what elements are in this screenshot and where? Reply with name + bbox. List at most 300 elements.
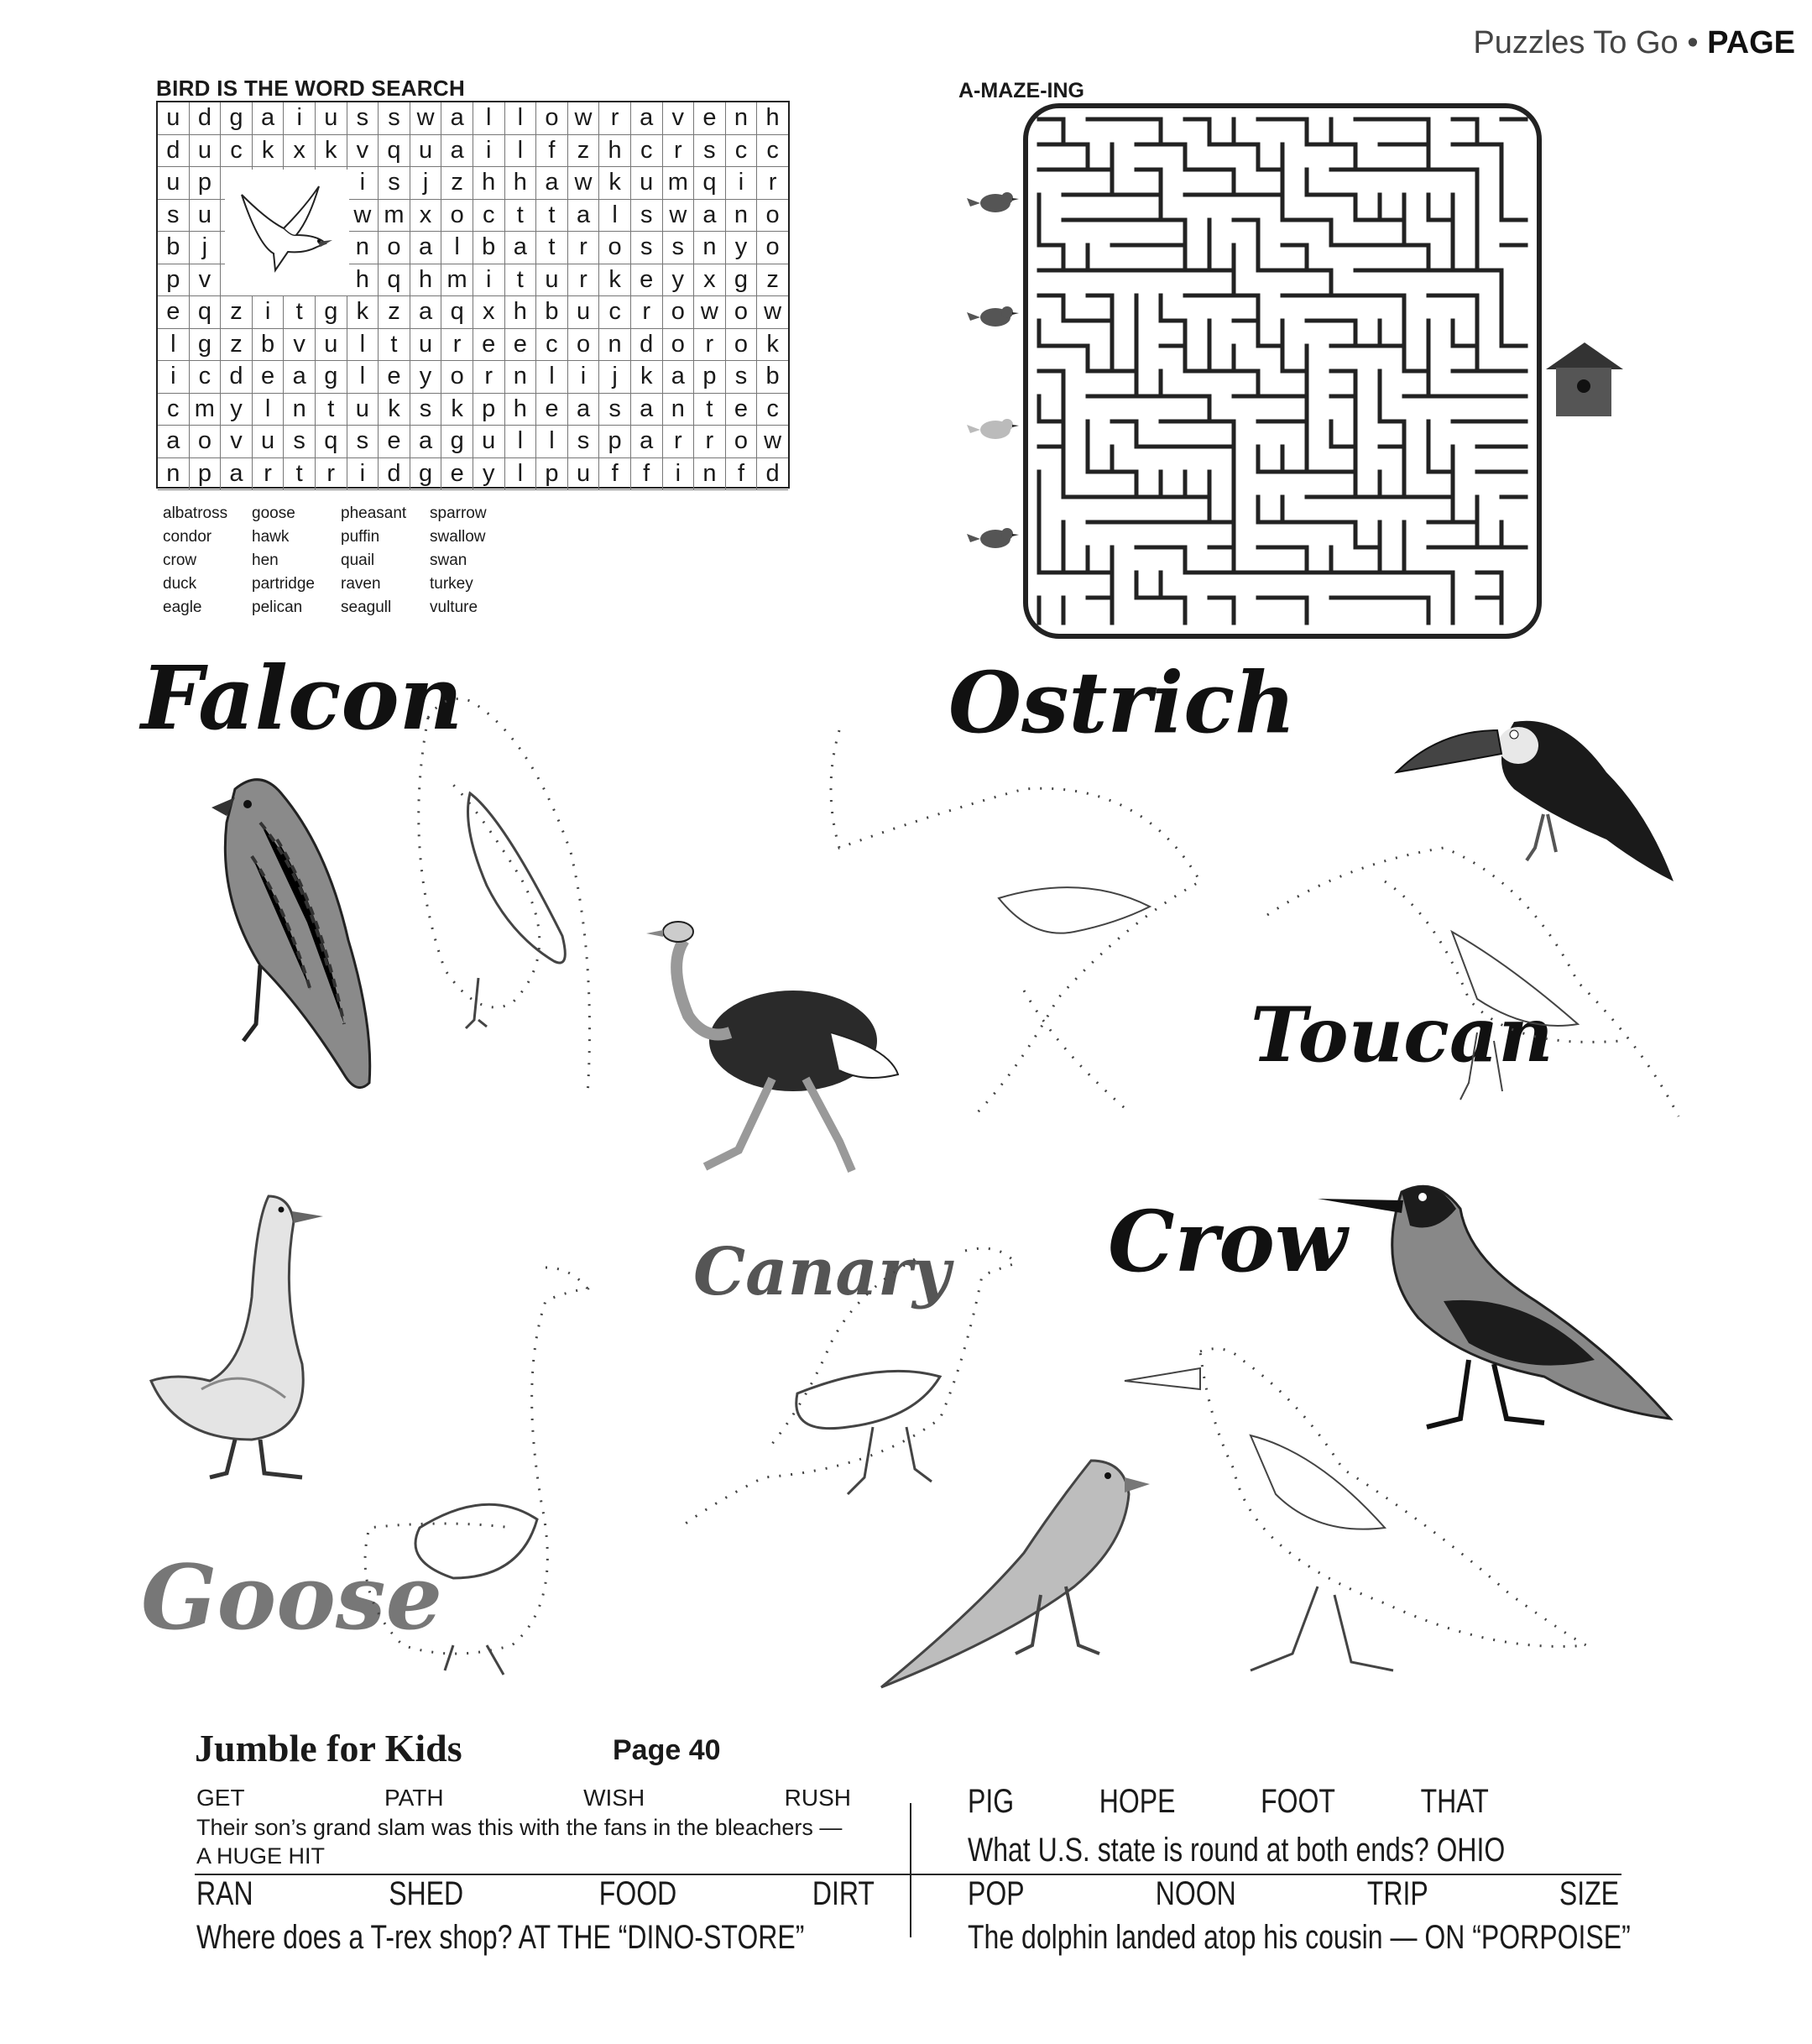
word-search-cell[interactable]: e	[379, 426, 410, 457]
word-search-cell[interactable]: z	[766, 265, 779, 293]
word-search-cell[interactable]: r	[694, 426, 726, 457]
word-search-cell[interactable]: t	[316, 394, 347, 426]
word-search-cell[interactable]: o	[765, 201, 780, 228]
jumble-word: GET	[196, 1785, 245, 1811]
word-search-cell[interactable]: a	[410, 296, 442, 328]
word-search-cell[interactable]: a	[253, 102, 285, 134]
word-search-cell[interactable]: y	[726, 232, 758, 264]
word-search-cell[interactable]: u	[410, 329, 442, 361]
word-search-cell[interactable]: v	[284, 329, 316, 361]
word: eagle	[163, 599, 202, 616]
word-search-cell[interactable]: p	[190, 458, 222, 490]
word-search-cell[interactable]: o	[379, 232, 410, 264]
word-search-cell[interactable]: w	[694, 296, 726, 328]
word-search-row	[158, 361, 788, 394]
word-search-cell[interactable]: b	[536, 296, 568, 328]
word-search-cell[interactable]: t	[536, 232, 568, 264]
word-search-cell[interactable]: l	[158, 329, 190, 361]
word-search-cell[interactable]: y	[221, 394, 253, 426]
jumble-word: DIRT	[812, 1875, 875, 1912]
jumble-answer-2: What U.S. state is round at both ends? OHIO	[968, 1832, 1506, 1869]
word-search-cell[interactable]: z	[568, 135, 600, 167]
word-search-cell[interactable]: h	[473, 167, 505, 199]
word-list-col-4	[430, 502, 493, 619]
word-search-cell[interactable]: o	[726, 329, 758, 361]
word-search-cell[interactable]: p	[158, 264, 190, 296]
word-search-cell[interactable]: o	[663, 296, 695, 328]
word-search-cell[interactable]: r	[568, 264, 600, 296]
word-search-cell[interactable]: l	[536, 361, 568, 393]
word: pelican	[252, 599, 303, 616]
maze-puzzle[interactable]	[1022, 102, 1543, 640]
jumble-title: Jumble for Kids	[195, 1727, 462, 1770]
word-search-cell[interactable]: o	[726, 426, 758, 457]
word-search-cell[interactable]: n	[694, 458, 726, 490]
word-search-cell[interactable]: l	[536, 426, 568, 457]
word-search-cell[interactable]: t	[694, 394, 726, 426]
jumble-answer-1: Their son’s grand slam was this with the fans in the bleachers — A HUGE HIT	[196, 1815, 843, 1869]
page-label: PAGE	[1707, 25, 1795, 60]
word-search-cell[interactable]: h	[410, 264, 442, 296]
word-search-cell[interactable]: x	[410, 200, 442, 232]
word-search-cell[interactable]: n	[505, 361, 537, 393]
word-search-cell[interactable]: c	[158, 394, 190, 426]
word-search-cell[interactable]: n	[158, 458, 190, 490]
word-search-cell[interactable]: s	[631, 232, 663, 264]
word: turkey	[430, 575, 473, 593]
word-search-cell[interactable]: g	[441, 426, 473, 457]
jumble-answer-4: The dolphin landed atop his cousin — ON “PORPOISE”	[968, 1919, 1631, 1956]
word-search-cell[interactable]: u	[473, 426, 505, 457]
word-search-cell[interactable]: q	[379, 135, 410, 167]
word-search-cell[interactable]: e	[379, 361, 410, 393]
word-search-cell[interactable]: o	[441, 200, 473, 232]
word-search-cell[interactable]: q	[441, 296, 473, 328]
word-search-cell[interactable]: l	[505, 135, 537, 167]
word-search-cell[interactable]: t	[536, 200, 568, 232]
word-search-title: BIRD IS THE WORD SEARCH	[156, 76, 466, 101]
word-search-cell[interactable]: u	[536, 264, 568, 296]
word-search-cell[interactable]: i	[663, 458, 695, 490]
jumble-word: FOOD	[598, 1875, 677, 1912]
word-search-cell[interactable]: p	[190, 167, 222, 199]
word-search-cell[interactable]: c	[221, 135, 253, 167]
word-search-cell[interactable]: l	[505, 102, 537, 134]
falcon-label: Falcon	[141, 646, 463, 750]
word-search-cell[interactable]: y	[663, 264, 695, 296]
word: albatross	[163, 504, 228, 522]
word-search-cell[interactable]: l	[473, 102, 505, 134]
word-search-cell[interactable]: e	[631, 264, 663, 296]
word-search-cell[interactable]: p	[694, 361, 726, 393]
word-search-cell[interactable]: h	[505, 167, 537, 199]
word-search-cell[interactable]: k	[379, 394, 410, 426]
ostrich-dot-to-dot[interactable]	[806, 714, 1242, 1150]
jumble-words-4	[968, 1875, 1619, 1913]
word-search-cell[interactable]: p	[599, 426, 631, 457]
word-search-cell[interactable]: u	[158, 167, 190, 199]
word-search-cell[interactable]: a	[410, 426, 442, 457]
word-list-col-3	[341, 502, 405, 619]
word-search-cell[interactable]: l	[505, 426, 537, 457]
word-search-cell[interactable]: r	[694, 329, 726, 361]
jumble-words-1	[196, 1785, 851, 1811]
word-search-cell[interactable]: r	[663, 135, 695, 167]
word-search-cell[interactable]: b	[158, 232, 190, 264]
jumble-word: FOOT	[1261, 1783, 1335, 1820]
word-search-cell[interactable]: s	[284, 426, 316, 457]
word-search-cell[interactable]: s	[347, 102, 379, 134]
word-search-cell[interactable]: f	[726, 458, 758, 490]
word-search-cell[interactable]: e	[253, 361, 285, 393]
jumble-word: THAT	[1420, 1783, 1489, 1820]
word-search-cell[interactable]: l	[441, 232, 473, 264]
word-search-cell[interactable]: a	[663, 361, 695, 393]
word-search-cell[interactable]: r	[631, 296, 663, 328]
word-search-cell[interactable]: b	[253, 329, 285, 361]
word-search-cell[interactable]: r	[253, 458, 285, 490]
word-search-cell[interactable]: l	[599, 200, 631, 232]
word-search-cell[interactable]: o	[726, 296, 758, 328]
word-search-cell[interactable]: a	[505, 232, 537, 264]
word-search-cell[interactable]: c	[631, 135, 663, 167]
word-search-cell[interactable]: s	[663, 232, 695, 264]
word-search-cell[interactable]: z	[379, 296, 410, 328]
word: swan	[430, 552, 467, 569]
word-search-cell[interactable]: t	[505, 264, 537, 296]
word: puffin	[341, 528, 380, 546]
maze-title: A-MAZE-ING	[958, 79, 1084, 102]
word-search-cell[interactable]: r	[663, 426, 695, 457]
seagull-illustration	[225, 170, 349, 295]
word-search-cell[interactable]: u	[190, 200, 222, 232]
word-search-cell[interactable]: u	[568, 296, 600, 328]
jumble-word: TRIP	[1366, 1875, 1428, 1912]
word-search-cell[interactable]: s	[694, 135, 726, 167]
word-search-cell[interactable]: r	[568, 232, 600, 264]
word-search-cell[interactable]: l	[347, 361, 379, 393]
word-search-cell[interactable]: d	[221, 361, 253, 393]
word-search-cell[interactable]: s	[568, 426, 600, 457]
word-search-cell[interactable]: a	[410, 232, 442, 264]
crow-dot-to-dot[interactable]	[1116, 1335, 1611, 1704]
word-search-cell[interactable]: g	[316, 361, 347, 393]
word-search-cell[interactable]: l	[253, 394, 285, 426]
word-search-cell[interactable]: g	[726, 264, 758, 296]
word: partridge	[252, 575, 315, 593]
word-search-cell[interactable]: n	[726, 102, 758, 134]
word-search-cell[interactable]: g	[190, 329, 222, 361]
word-search-cell[interactable]: l	[505, 458, 537, 490]
word-search-cell[interactable]: i	[253, 296, 285, 328]
word: condor	[163, 528, 212, 546]
word-search-row	[158, 296, 788, 329]
word-search-cell[interactable]: h	[347, 264, 379, 296]
word-search-cell[interactable]: a	[221, 458, 253, 490]
word-search-cell[interactable]: t	[284, 296, 316, 328]
small-bird-icon	[963, 186, 1022, 220]
word-search-cell[interactable]: o	[599, 232, 631, 264]
word-search-cell[interactable]: c	[766, 136, 779, 164]
word-search-cell[interactable]: x	[473, 296, 505, 328]
word-search-cell[interactable]: m	[190, 394, 222, 426]
word: crow	[163, 552, 197, 569]
word-search-cell[interactable]: a	[158, 426, 190, 457]
word-search-row	[158, 458, 788, 491]
jumble-word: SIZE	[1559, 1875, 1619, 1912]
word-search-cell[interactable]: r	[441, 329, 473, 361]
word-search-cell[interactable]: v	[347, 135, 379, 167]
crow-label: Crow	[1108, 1192, 1348, 1291]
word-search-cell[interactable]: v	[190, 264, 222, 296]
word-search-cell[interactable]: u	[190, 135, 222, 167]
word-search-cell[interactable]: e	[473, 329, 505, 361]
word: hen	[252, 552, 279, 569]
word-search-cell[interactable]: s	[726, 361, 758, 393]
word-search-cell[interactable]: k	[631, 361, 663, 393]
word-search-cell[interactable]: o	[441, 361, 473, 393]
word-search-cell[interactable]: s	[379, 167, 410, 199]
falcon-illustration	[201, 772, 378, 1100]
word-search-cell[interactable]: a	[441, 102, 473, 134]
word-search-cell[interactable]: p	[536, 458, 568, 490]
page-header	[1473, 25, 1795, 61]
word-search-cell[interactable]: n	[347, 232, 379, 264]
word-search-cell[interactable]: f	[536, 135, 568, 167]
word-list-col-1	[163, 502, 227, 619]
word: quail	[341, 552, 375, 569]
word-search-cell[interactable]: a	[694, 200, 726, 232]
word-search-cell[interactable]: w	[663, 200, 695, 232]
word-search-cell[interactable]: g	[316, 296, 347, 328]
word-search-cell[interactable]: z	[441, 167, 473, 199]
word-search-cell[interactable]: k	[316, 135, 347, 167]
word: hawk	[252, 528, 290, 546]
jumble-word: SHED	[389, 1875, 464, 1912]
small-bird-icon	[963, 413, 1022, 447]
word-search-cell[interactable]: a	[441, 135, 473, 167]
word-search-row	[158, 102, 788, 135]
word-search-cell[interactable]: n	[663, 394, 695, 426]
word-search-cell[interactable]: c	[190, 361, 222, 393]
word-search-cell[interactable]: n	[284, 394, 316, 426]
word-search-cell[interactable]: c	[766, 395, 779, 422]
goose-label: Goose	[141, 1545, 443, 1649]
word-search-cell[interactable]: i	[473, 135, 505, 167]
word-search-cell[interactable]: s	[599, 394, 631, 426]
word-search-cell[interactable]: i	[347, 167, 379, 199]
birdhouse-icon	[1543, 339, 1627, 420]
word-search-cell[interactable]: a	[568, 200, 600, 232]
word-search-cell[interactable]: j	[190, 232, 222, 264]
toucan-dot-to-dot[interactable]	[1259, 831, 1695, 1133]
word-search-cell[interactable]: n	[599, 329, 631, 361]
word-search-cell[interactable]: z	[221, 329, 253, 361]
word-search-cell[interactable]: u	[410, 135, 442, 167]
word-search-cell[interactable]: g	[410, 458, 442, 490]
word-search-cell[interactable]: s	[379, 102, 410, 134]
word-search-cell[interactable]: s	[410, 394, 442, 426]
word-search-cell[interactable]: b	[765, 363, 780, 390]
word-search-cell[interactable]: u	[158, 102, 190, 134]
word-search-cell[interactable]: j	[410, 167, 442, 199]
word-search-cell[interactable]: h	[599, 135, 631, 167]
word: raven	[341, 575, 381, 593]
word-search-cell[interactable]: p	[473, 394, 505, 426]
word-search-cell[interactable]: d	[379, 458, 410, 490]
word-search-cell[interactable]: t	[379, 329, 410, 361]
toucan-label: Toucan	[1251, 991, 1554, 1080]
word-search-row	[158, 394, 788, 426]
word-search-cell[interactable]: s	[158, 200, 190, 232]
word: vulture	[430, 599, 478, 616]
word-search-cell[interactable]: a	[631, 426, 663, 457]
jumble-divider-vertical	[910, 1803, 911, 1937]
word-search-cell[interactable]: w	[410, 102, 442, 134]
jumble-word: RUSH	[784, 1785, 851, 1811]
jumble-word: WISH	[583, 1785, 645, 1811]
word-search-cell[interactable]: c	[473, 200, 505, 232]
word-search-cell[interactable]: a	[284, 361, 316, 393]
word-search-cell[interactable]: i	[284, 102, 316, 134]
word-search-cell[interactable]: w	[764, 298, 782, 326]
word-search-cell[interactable]: h	[505, 296, 537, 328]
word-search-cell[interactable]: e	[726, 394, 758, 426]
word-search-cell[interactable]: d	[190, 102, 222, 134]
word-search-cell[interactable]: o	[663, 329, 695, 361]
word-search-cell[interactable]: u	[253, 426, 285, 457]
word-search-cell[interactable]: o	[568, 329, 600, 361]
word-search-cell[interactable]: o	[536, 102, 568, 134]
word-search-cell[interactable]: v	[221, 426, 253, 457]
word-search-cell[interactable]: a	[568, 394, 600, 426]
word-search-cell[interactable]: u	[631, 167, 663, 199]
word-search-cell[interactable]: q	[379, 264, 410, 296]
word-search-cell[interactable]: h	[505, 394, 537, 426]
word-search-row	[158, 426, 788, 458]
word-search-cell[interactable]: l	[347, 329, 379, 361]
word-search-cell[interactable]: w	[347, 200, 379, 232]
jumble-answer-3: Where does a T-rex shop? AT THE “DINO-STORE”	[196, 1919, 805, 1956]
word-search-cell[interactable]: x	[694, 264, 726, 296]
word: duck	[163, 575, 197, 593]
word: pheasant	[341, 504, 407, 522]
word-search-cell[interactable]: t	[505, 200, 537, 232]
word-search-cell[interactable]: w	[568, 102, 600, 134]
word-search-cell[interactable]: u	[316, 329, 347, 361]
falcon-dot-to-dot[interactable]	[394, 684, 629, 1121]
word-search-grid	[156, 101, 790, 489]
word-search-cell[interactable]: f	[599, 458, 631, 490]
word-search-cell[interactable]: e	[536, 394, 568, 426]
word-search-cell[interactable]: k	[599, 264, 631, 296]
jumble-word: RAN	[196, 1875, 253, 1912]
word-search-cell[interactable]: c	[599, 296, 631, 328]
word-search-cell[interactable]: w	[764, 427, 782, 455]
word-list	[163, 502, 493, 619]
word-search-cell[interactable]: y	[410, 361, 442, 393]
word: goose	[252, 504, 295, 522]
word-search-cell[interactable]: d	[765, 459, 780, 487]
jumble-page-ref: Page 40	[613, 1734, 721, 1766]
word-search-cell[interactable]: w	[568, 167, 600, 199]
word-search-cell[interactable]: k	[347, 296, 379, 328]
word-search-cell[interactable]: z	[221, 296, 253, 328]
word-search-cell[interactable]: k	[253, 135, 285, 167]
word-search-cell[interactable]: i	[347, 458, 379, 490]
word-search-cell[interactable]: i	[568, 361, 600, 393]
word-search-cell[interactable]: j	[599, 361, 631, 393]
word-search-cell[interactable]: u	[568, 458, 600, 490]
word: swallow	[430, 528, 486, 546]
word-search-cell[interactable]: e	[505, 329, 537, 361]
word-search-cell[interactable]: c	[536, 329, 568, 361]
word-search-cell[interactable]: v	[663, 102, 695, 134]
word-search-cell[interactable]: c	[726, 135, 758, 167]
word-search-cell[interactable]: q	[316, 426, 347, 457]
word-search-cell[interactable]: s	[631, 200, 663, 232]
word-search-cell[interactable]: q	[190, 296, 222, 328]
word-search-cell[interactable]: d	[158, 135, 190, 167]
word-search-cell[interactable]: a	[631, 102, 663, 134]
word-search-cell[interactable]: k	[599, 167, 631, 199]
word-search-cell[interactable]: k	[441, 394, 473, 426]
word-search-row	[158, 329, 788, 362]
word-search-cell[interactable]: r	[473, 361, 505, 393]
word-search-cell[interactable]: o	[190, 426, 222, 457]
word-search-cell[interactable]: o	[765, 233, 780, 261]
word-search-cell[interactable]: i	[158, 361, 190, 393]
header-bullet: •	[1687, 25, 1699, 60]
goose-dot-to-dot[interactable]	[319, 1251, 638, 1687]
word-search-cell[interactable]: i	[473, 264, 505, 296]
word-list-col-2	[252, 502, 316, 619]
small-bird-icon	[963, 301, 1022, 334]
word-search-cell[interactable]: f	[631, 458, 663, 490]
word-search-cell[interactable]: u	[316, 102, 347, 134]
word-search-cell[interactable]: g	[221, 102, 253, 134]
word-search-cell[interactable]: y	[473, 458, 505, 490]
word-search-cell[interactable]: n	[694, 232, 726, 264]
word-search-cell[interactable]: m	[441, 264, 473, 296]
word-search-cell[interactable]: r	[599, 102, 631, 134]
word-search-cell[interactable]: h	[765, 104, 780, 132]
jumble-word: NOON	[1155, 1875, 1236, 1912]
word-search-cell[interactable]: d	[631, 329, 663, 361]
word-search-cell[interactable]: r	[768, 169, 777, 196]
word-search-cell[interactable]: x	[284, 135, 316, 167]
word-search-cell[interactable]: e	[158, 296, 190, 328]
word-search-cell[interactable]: m	[379, 200, 410, 232]
word-search-cell[interactable]: e	[441, 458, 473, 490]
word-search-cell[interactable]: i	[726, 167, 758, 199]
section-name: Puzzles To Go	[1473, 25, 1679, 60]
word-search-cell[interactable]: r	[316, 458, 347, 490]
word-search-cell[interactable]: a	[536, 167, 568, 199]
word-search-cell[interactable]: q	[694, 167, 726, 199]
word-search-cell[interactable]: k	[766, 330, 779, 358]
word-search-cell[interactable]: a	[631, 394, 663, 426]
word-search-cell[interactable]: e	[694, 102, 726, 134]
canary-label: Canary	[693, 1234, 951, 1310]
ostrich-label: Ostrich	[948, 653, 1296, 752]
word-search-cell[interactable]: s	[347, 426, 379, 457]
word-search-cell[interactable]: m	[663, 167, 695, 199]
word-search-cell[interactable]: t	[284, 458, 316, 490]
word-search-cell[interactable]: n	[726, 200, 758, 232]
word-search-cell[interactable]: b	[473, 232, 505, 264]
word-search-cell[interactable]: u	[347, 394, 379, 426]
